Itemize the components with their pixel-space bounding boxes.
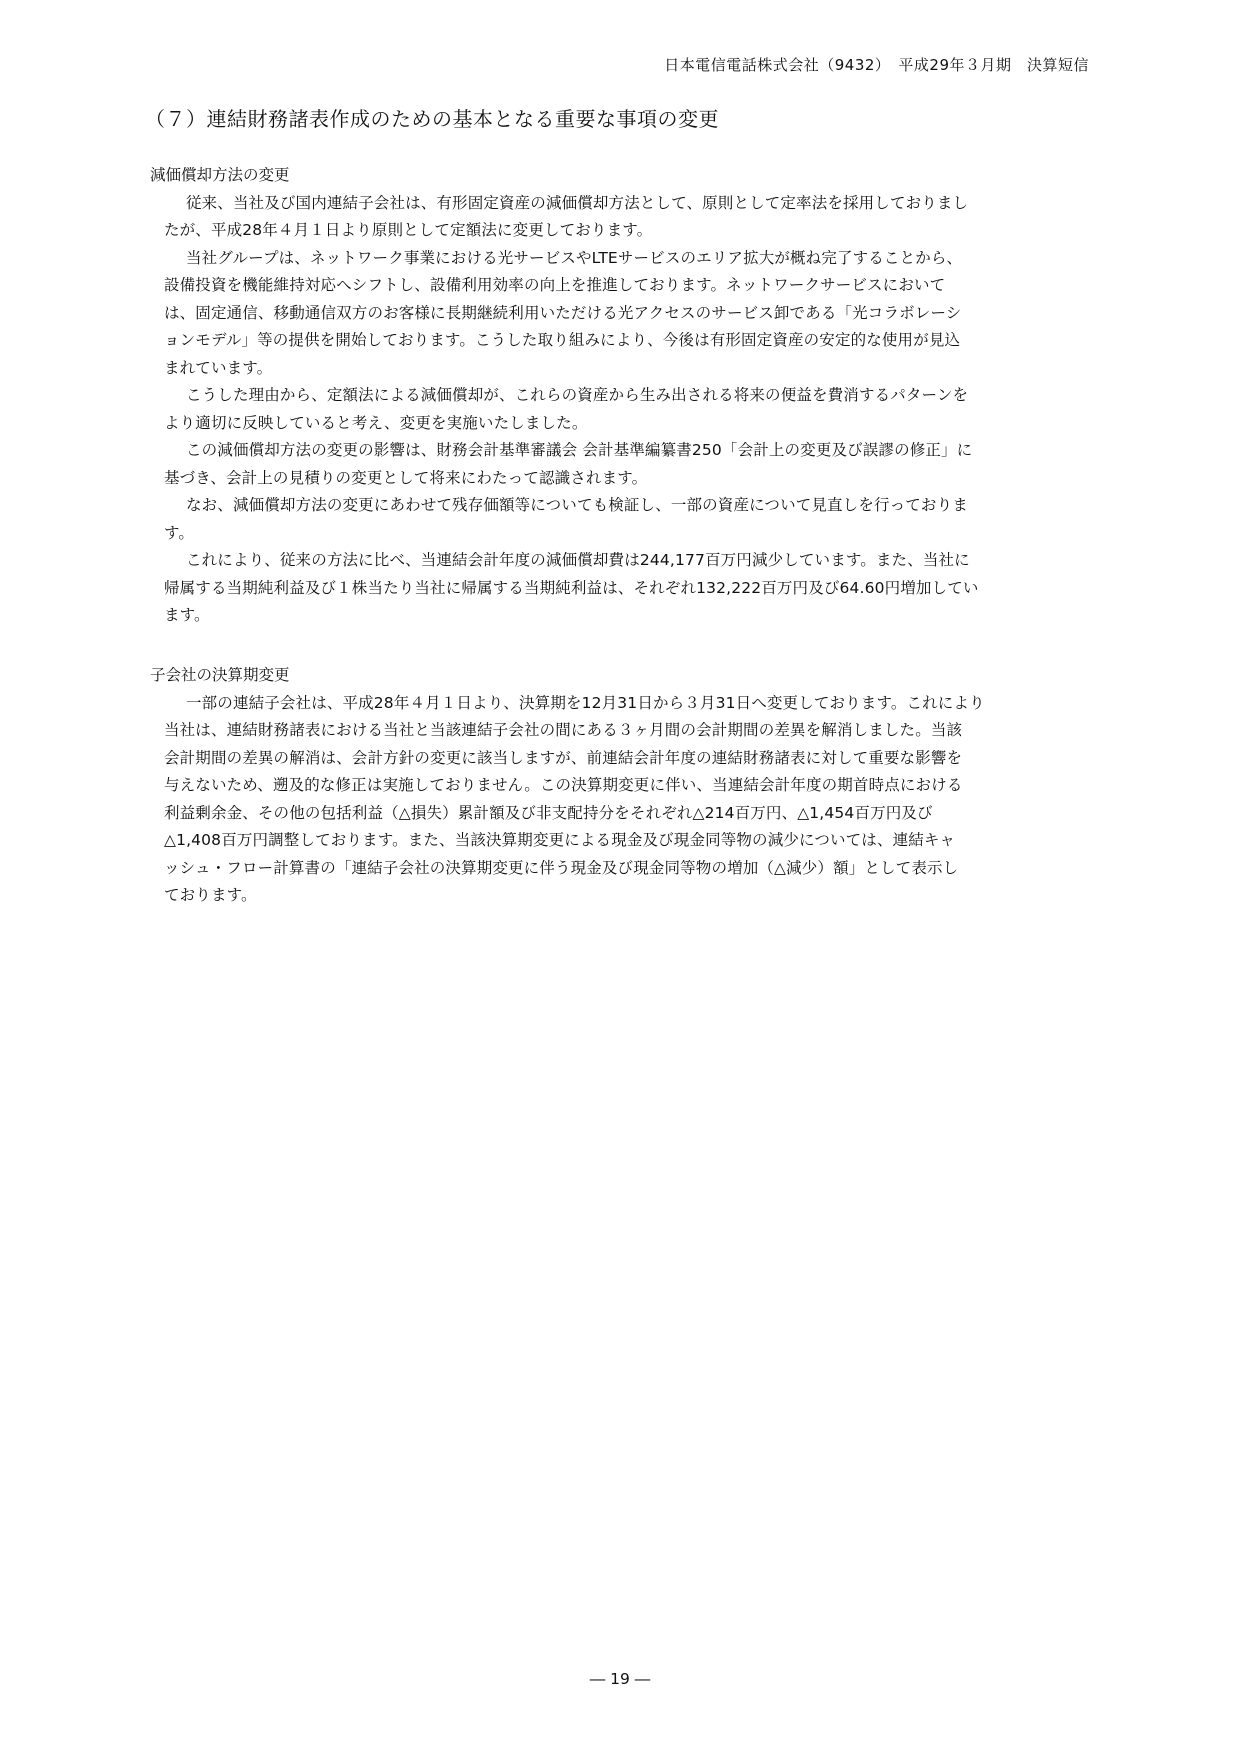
subsection-heading: 減価償却方法の変更 — [150, 166, 290, 184]
paragraph — [150, 690, 1130, 910]
paragraph-line: ます。 — [164, 606, 210, 624]
paragraph-line: 設備投資を機能維持対応へシフトし、設備利用効率の向上を推進しております。ネットワークサービスにおいて — [164, 276, 946, 294]
paragraph-line: まれています。 — [164, 358, 273, 377]
paragraph — [150, 492, 1130, 547]
paragraph-line: ッシュ・フロー計算書の「連結子会社の決算期変更に伴う現金及び現金同等物の増加（△減少）額」として表示し — [164, 858, 959, 877]
paragraph-line: △1,408百万円調整しております。また、当該決算期変更による現金及び現金同等物の減少については、連結キャ — [164, 831, 956, 849]
paragraph-line: ております。 — [164, 886, 257, 904]
paragraph-line: 当社は、連結財務諸表における当社と当該連結子会社の間にある３ヶ月間の会計期間の差異を解消しました。当該 — [164, 721, 963, 739]
paragraph-line: 当社グループは、ネットワーク事業における光サービスやLTEサービスのエリア拡大が概ね完了することから、 — [186, 248, 963, 267]
paragraph — [150, 382, 1130, 437]
paragraph-line: 一部の連結子会社は、平成28年４月１日より、決算期を12月31日から３月31日へ変更しております。これにより — [186, 693, 985, 712]
paragraph-line: 基づき、会計上の見積りの変更として将来にわたって認識されます。 — [164, 468, 648, 487]
paragraph-line: 会計期間の差異の解消は、会計方針の変更に該当しますが、前連結会計年度の連結財務諸表に対して重要な影響を — [164, 748, 963, 767]
section-title: （７）連結財務諸表作成のための基本となる重要な事項の変更 — [145, 107, 719, 131]
paragraph-line: これにより、従来の方法に比べ、当連結会計年度の減価償却費は244,177百万円減少しています。また、当社に — [186, 551, 970, 569]
paragraph-line: 与えないため、遡及的な修正は実施しておりません。この決算期変更に伴い、当連結会計年度の期首時点における — [164, 776, 963, 794]
paragraph-line: ョンモデル」等の提供を開始しております。こうした取り組みにより、今後は有形固定資産の安定的な使用が見込 — [164, 331, 961, 349]
paragraph-line: たが、平成28年４月１日より原則として定額法に変更しております。 — [164, 221, 653, 239]
paragraph-line: 従来、当社及び国内連結子会社は、有形固定資産の減価償却方法として、原則として定率法を採用しておりまし — [186, 193, 969, 212]
paragraph — [150, 547, 1130, 630]
paragraph — [150, 437, 1130, 492]
paragraph-line: 利益剰余金、その他の包括利益（△損失）累計額及び非支配持分をそれぞれ△214百万円、△1,454百万円及び — [164, 803, 933, 822]
subsection-fiscal-period-change — [150, 662, 1130, 910]
page-number: ― 19 ― — [589, 1670, 651, 1688]
paragraph-line: なお、減価償却方法の変更にあわせて残存価額等についても検証し、一部の資産について見直しを行っておりま — [186, 496, 968, 514]
paragraph-line: す。 — [164, 523, 195, 542]
paragraph-line: この減価償却方法の変更の影響は、財務会計基準審議会 会計基準編纂書250「会計上の変更及び誤謬の修正」に — [186, 441, 973, 459]
paragraph-line: 帰属する当期純利益及び１株当たり当社に帰属する当期純利益は、それぞれ132,222百万円及び64.60円増加してい — [164, 578, 979, 597]
subsection-depreciation-method-change — [150, 162, 1130, 630]
paragraph — [150, 245, 1130, 383]
subsection-heading: 子会社の決算期変更 — [150, 666, 290, 684]
paragraph-line: より適切に反映していると考え、変更を実施いたしました。 — [164, 413, 588, 432]
paragraph-line: は、固定通信、移動通信双方のお客様に長期継続利用いただける光アクセスのサービス卸である「光コラボレーシ — [164, 303, 962, 322]
paragraph — [150, 190, 1130, 245]
page-header: 日本電信電話株式会社（9432） 平成29年３月期 決算短信 — [664, 56, 1089, 74]
paragraph-line: こうした理由から、定額法による減価償却が、これらの資産から生み出される将来の便益を費消するパターンを — [186, 386, 969, 404]
